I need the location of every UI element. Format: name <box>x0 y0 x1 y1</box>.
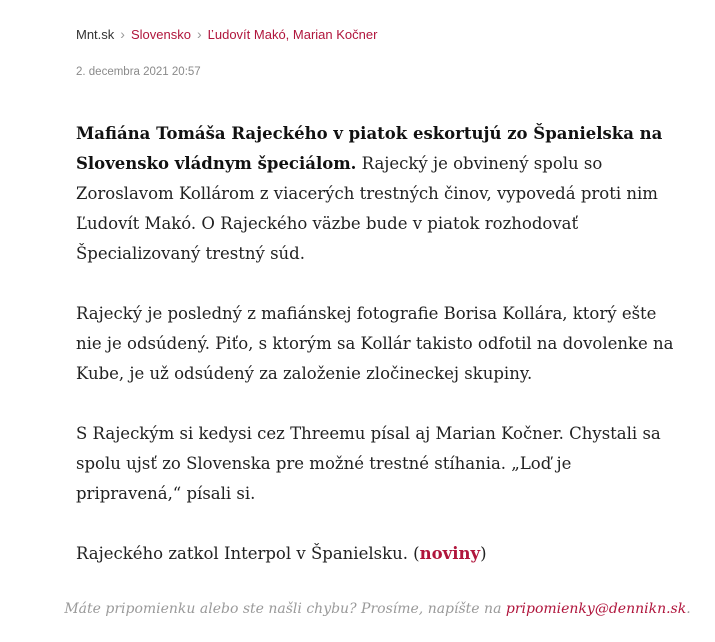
feedback-text: Máte pripomienku alebo ste našli chybu? Prosíme, napíšte na <box>64 601 506 617</box>
lead-text: Mafiána Tomáša Rajeckého v piatok eskortujú zo Španielska na Slovensko vládnym špeciálom. <box>76 124 663 173</box>
paragraph-2: Rajecký je posledný z mafiánskej fotografie Borisa Kollára, ktorý ešte nie je odsúdený. Piťo, s ktorým sa Kollár takisto odfotil na dovolenke na Kube, je už odsúdený za založenie zločineckej skupiny. <box>76 304 674 383</box>
chevron-right-icon: › <box>196 26 202 42</box>
paragraph-4 <box>76 539 676 569</box>
paragraph-3: S Rajeckým si kedysi cez Threemu písal aj Marian Kočner. Chystali sa spolu ujsť zo Slovenska pre možné trestné stíhania. „Loď je pripravená,“ písali si. <box>76 424 661 503</box>
publish-timestamp: 2. decembra 2021 20:57 <box>76 66 201 78</box>
lead-paragraph <box>76 119 676 269</box>
feedback-email-link[interactable]: pripomienky@dennikn.sk <box>505 601 687 617</box>
breadcrumb <box>76 27 377 43</box>
feedback-end: . <box>686 601 691 617</box>
paragraph-4-end: ) <box>480 544 487 563</box>
chevron-right-icon: › <box>120 26 125 42</box>
source-link-noviny[interactable]: noviny <box>419 544 481 563</box>
article-body <box>76 119 676 599</box>
breadcrumb-link-slovensko[interactable]: Slovensko <box>130 27 191 42</box>
breadcrumb-home-link[interactable]: Mnt.sk <box>76 27 115 42</box>
breadcrumb-link-tags[interactable]: Ľudovít Makó, Marian Kočner <box>207 27 378 42</box>
paragraph-4-text: Rajeckého zatkol Interpol v Španielsku. ( <box>76 544 420 563</box>
feedback-note <box>0 601 715 617</box>
lead-rest-text: Rajecký je obvinený spolu so Zoroslavom Kollárom z viacerých trestných činov, vypovedá proti nim Ľudovít Makó. O Rajeckého väzbe bude v piatok rozhodovať Špecializovaný trestný súd. <box>76 154 658 263</box>
